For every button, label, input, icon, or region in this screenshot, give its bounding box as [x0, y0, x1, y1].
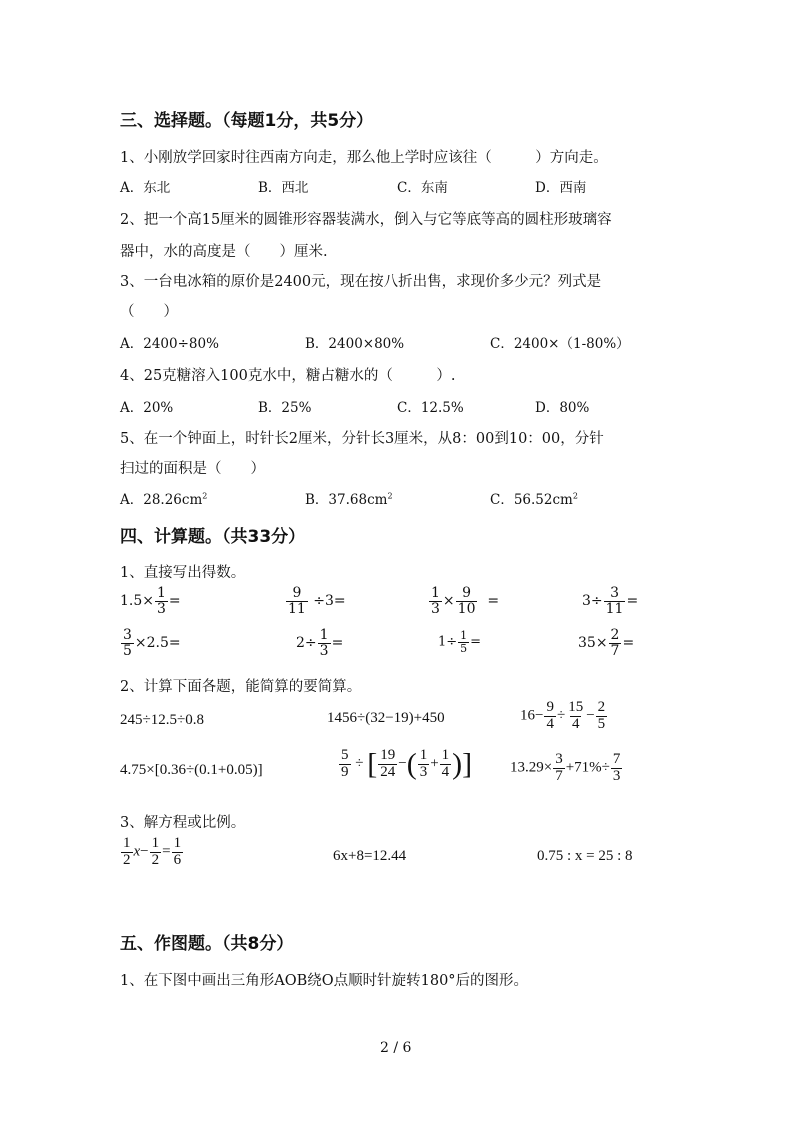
option-a: A．$28.26cm^2$	[120, 491, 208, 508]
question-3-4: 4、25克糖溶入100克水中，糖占糖水的（ ）.	[120, 368, 456, 384]
option-b: B．25%	[258, 400, 312, 416]
calc-expression-3: 16− $\frac{9}{4}$ ÷ $\frac{15}{4}$ − $\frac{2}{5}$	[520, 699, 606, 732]
calc-expression-5: $\frac{5}{9}$ ÷ [ $\frac{19}{24}$ −( $\frac{1}{3}$ + $\frac{1}{4}$ )]	[341, 747, 473, 781]
mental-math-2a: $\frac{3}{5}$ ×2.5=	[123, 627, 181, 659]
question-3-2-line2: 器中，水的高度是（ ）厘米.	[120, 244, 328, 260]
option-d: D．80%	[535, 400, 590, 416]
option-d: D．西南	[535, 180, 587, 196]
mental-math-2b: 2÷ $\frac{1}{3}$ =	[296, 627, 344, 659]
calc-expression-1: 245÷12.5÷0.8	[120, 712, 204, 728]
option-c: C．2400×（1-80%）	[490, 336, 630, 352]
question-3-2-line1: 2、把一个高15厘米的圆锥形容器装满水，倒入与它等底等高的圆柱形玻璃容	[120, 212, 612, 228]
page-number: 2 / 6	[380, 1040, 412, 1056]
section-4-title: 四、计算题。（共33分）	[120, 527, 306, 547]
mental-math-1a: 1.5× $\frac{1}{3}$ =	[120, 585, 181, 617]
equation-1: $\frac{1}{2}$ x− $\frac{1}{2}$ = $\frac{1}{6}$	[123, 835, 182, 868]
equation-3: 0.75 : x = 25 : 8	[537, 848, 633, 864]
option-a: A．20%	[120, 400, 174, 416]
mental-math-1c: $\frac{1}{3}$ × $\frac{9}{10}$ =	[431, 585, 500, 617]
question-3-3-line1: 3、一台电冰箱的原价是2400元，现在按八折出售，求现价多少元？列式是	[120, 274, 602, 290]
option-a: A．东北	[120, 180, 171, 196]
option-c: C．东南	[397, 180, 448, 196]
calc-expression-4: 4.75×[0.36÷(0.1+0.05)]	[120, 762, 263, 778]
option-a: A．2400÷80%	[120, 336, 219, 352]
question-3-1: 1、小刚放学回家时往西南方向走，那么他上学时应该往（ ）方向走。	[120, 150, 608, 166]
question-4-2-label: 2、计算下面各题，能简算的要简算。	[120, 679, 362, 695]
question-4-3-label: 3、解方程或比例。	[120, 815, 246, 831]
question-5-1: 1、在下图中画出三角形AOB绕O点顺时针旋转180°后的图形。	[120, 973, 529, 989]
mental-math-2c: 1÷ $\frac{1}{5}$ =	[438, 629, 482, 655]
mental-math-1d: 3÷ $\frac{3}{11}$ =	[582, 585, 639, 617]
question-3-5-line2: 扫过的面积是（ ）	[120, 461, 265, 477]
question-3-3-line2: （ ）	[120, 304, 178, 320]
option-b: B．西北	[258, 180, 309, 196]
question-3-5-line1: 5、在一个钟面上，时针长2厘米，分针长3厘米，从8：00到10：00，分针	[120, 431, 604, 447]
option-c: C．$56.52cm^2$	[490, 491, 578, 508]
section-3-title: 三、选择题。（每题1分，共5分）	[120, 111, 374, 131]
option-c: C．12.5%	[397, 400, 464, 416]
option-b: B．$37.68cm^2$	[305, 491, 393, 508]
calc-expression-2: 1456÷(32−19)+450	[327, 710, 445, 726]
option-b: B．2400×80%	[305, 336, 405, 352]
calc-expression-6: 13.29× $\frac{3}{7}$ +71%÷ $\frac{7}{3}$	[510, 751, 621, 784]
mental-math-2d: 35× $\frac{2}{7}$ =	[578, 627, 635, 659]
section-5-title: 五、作图题。（共8分）	[120, 934, 294, 954]
equation-2: 6x+8=12.44	[333, 848, 407, 864]
question-4-1-label: 1、直接写出得数。	[120, 565, 246, 581]
mental-math-1b: $\frac{9}{11}$ ÷3=	[288, 585, 346, 617]
